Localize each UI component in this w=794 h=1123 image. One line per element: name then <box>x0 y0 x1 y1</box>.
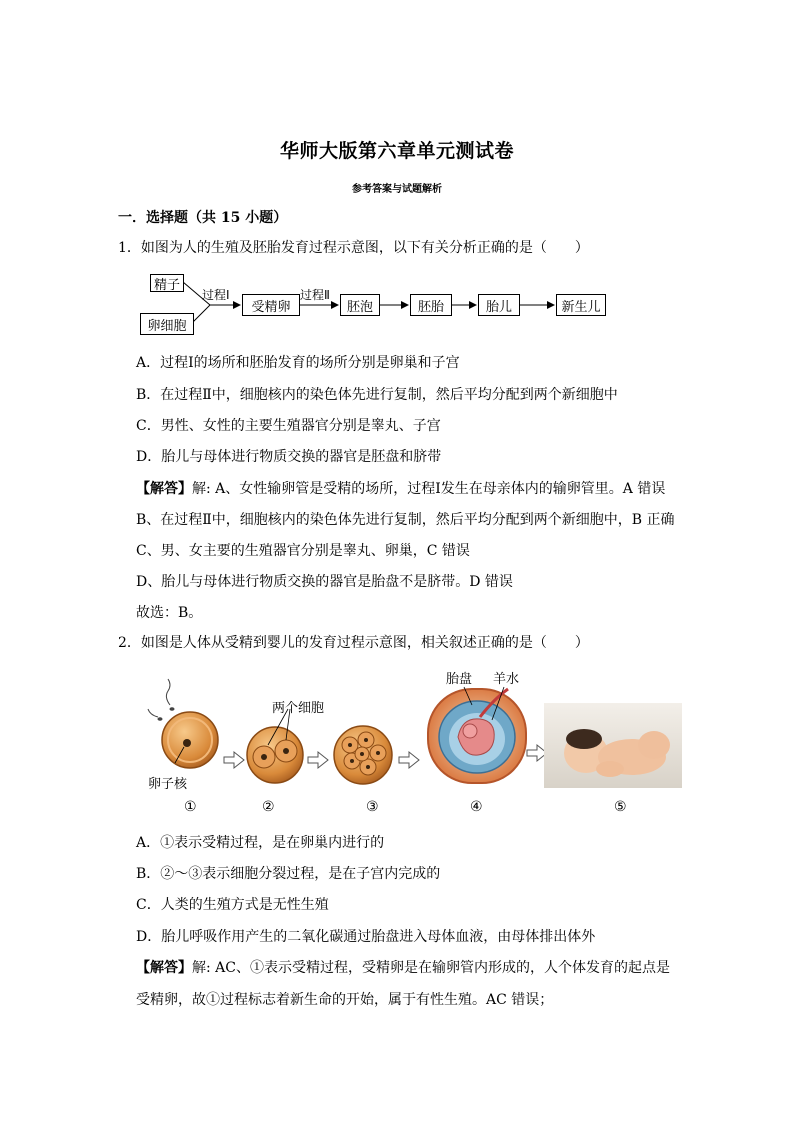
egg-box: 卵细胞 <box>140 313 194 335</box>
section-heading: 一．选择题（共 15 小题） <box>118 210 288 226</box>
q2-development-figure <box>140 665 685 825</box>
q1-answer-line-3: C、男、女主要的生殖器官分别是睾丸、卵巢，C 错误 <box>136 543 470 559</box>
answer-tag: 【解答】 <box>136 960 192 976</box>
newborn-photo <box>544 703 682 788</box>
q2-answer-line-2: 受精卵，故①过程标志着新生命的开始，属于有性生殖。AC 错误； <box>136 992 554 1008</box>
q2-option-d: D．胎儿呼吸作用产生的二氧化碳通过胎盘进入母体血液，由母体排出体外 <box>136 929 596 945</box>
q1-option-b: B．在过程Ⅱ中，细胞核内的染色体先进行复制，然后平均分配到两个新细胞中 <box>136 387 618 403</box>
stage-mark-1: ① <box>184 799 197 815</box>
q1-option-c: C．男性、女性的主要生殖器官分别是睾丸、子宫 <box>136 418 441 434</box>
answer-tag: 【解答】 <box>136 481 192 497</box>
egg-nucleus-label: 卵子核 <box>148 777 188 792</box>
q1-flow-diagram <box>140 270 610 340</box>
page-subtitle: 参考答案与试题解析 <box>352 184 442 195</box>
sperm-box: 精子 <box>150 274 184 292</box>
q2-option-b: B．②～③表示细胞分裂过程，是在子宫内完成的 <box>136 866 441 882</box>
embryo-box: 胚胎 <box>410 294 452 316</box>
q2-option-a: A．①表示受精过程，是在卵巢内进行的 <box>136 835 385 851</box>
question-1-stem: 1．如图为人的生殖及胚胎发育过程示意图，以下有关分析正确的是（ ） <box>118 240 589 256</box>
q1-answer-line-4: D、胎儿与母体进行物质交换的器官是胎盘不是脐带。D 错误 <box>136 574 513 590</box>
two-cell-stage <box>247 709 303 783</box>
two-cells-label: 两个细胞 <box>272 701 325 716</box>
blastocyst-box: 胚泡 <box>340 294 380 316</box>
q1-answer-line-2: B、在过程Ⅱ中，细胞核内的染色体先进行复制，然后平均分配到两个新细胞中，B 正确 <box>136 512 675 528</box>
zygote-box: 受精卵 <box>242 294 300 316</box>
page-title: 华师大版第六章单元测试卷 <box>279 140 514 162</box>
newborn-box: 新生儿 <box>556 294 606 316</box>
answer-text: 解: A、女性输卵管是受精的场所，过程Ⅰ发生在母亲体内的输卵管里。A 错误 <box>192 481 666 497</box>
stage-mark-2: ② <box>262 799 275 815</box>
fetus-in-womb-stage <box>428 687 526 783</box>
amniotic-fluid-label: 羊水 <box>493 672 520 687</box>
q2-answer-line-1 <box>136 957 670 977</box>
development-illustration <box>140 665 685 825</box>
stage-mark-4: ④ <box>470 799 483 815</box>
process-1-label: 过程Ⅰ <box>202 288 230 302</box>
fetus-box: 胎儿 <box>478 294 520 316</box>
q1-answer-line-5: 故选：B。 <box>136 605 203 621</box>
q1-option-a: A．过程Ⅰ的场所和胚胎发育的场所分别是卵巢和子宫 <box>136 355 460 371</box>
process-2-label: 过程Ⅱ <box>300 288 330 302</box>
q1-option-d: D．胎儿与母体进行物质交换的器官是胚盘和脐带 <box>136 449 442 465</box>
fertilization-stage <box>148 679 218 768</box>
question-2-stem: 2．如图是人体从受精到婴儿的发育过程示意图，相关叙述正确的是（ ） <box>118 635 589 651</box>
answer-text: 解: AC、①表示受精过程，受精卵是在输卵管内形成的，人个体发育的起点是 <box>192 960 670 976</box>
morula-stage <box>334 726 392 784</box>
stage-mark-5: ⑤ <box>614 799 627 815</box>
stage-mark-3: ③ <box>366 799 379 815</box>
placenta-label: 胎盘 <box>446 672 473 687</box>
q2-option-c: C．人类的生殖方式是无性生殖 <box>136 897 329 913</box>
q1-answer-line-1 <box>136 478 665 498</box>
